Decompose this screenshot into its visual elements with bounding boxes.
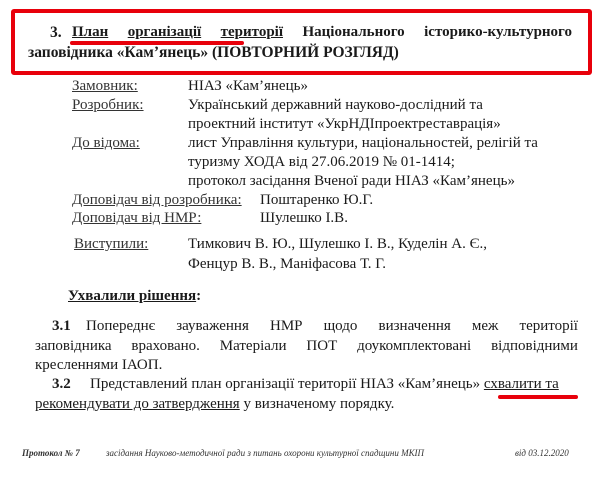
heading-word: організації (127, 24, 202, 40)
item-3-1-line-1 (86, 318, 578, 335)
item-3-2-text: Представлений план організації території НІАЗ «Кам’янець» (90, 376, 481, 392)
notice-value-1: лист Управління культури, національностей, релігій та (188, 135, 538, 151)
footer-protocol: Протокол № 7 (22, 448, 80, 458)
item-3-1-line-2 (35, 338, 578, 355)
speakers-label: Виступили: (74, 236, 149, 252)
word: визначення (378, 318, 451, 334)
speaker-nmr-value: Шулешко І.В. (260, 210, 348, 226)
item-3-2-number: 3.2 (52, 376, 71, 392)
heading-word: території (220, 24, 284, 40)
notice-value-2: туризму ХОДА від 27.06.2019 № 01-1414; (188, 154, 455, 170)
word: ПОТ (306, 338, 338, 354)
decision-heading-text: Ухвалили рішення (68, 288, 197, 304)
decision-heading (68, 288, 201, 305)
word: доукомплектовані (357, 338, 472, 354)
notice-label: До відома: (72, 135, 140, 151)
item-number: 3. (50, 24, 62, 41)
footer-date: від 03.12.2020 (515, 448, 569, 458)
highlight-underline-approve (498, 395, 578, 399)
word: враховано. (131, 338, 200, 354)
heading-word: Національного (302, 24, 405, 40)
speakers-line-1: Тимкович В. Ю., Шулешко І. В., Куделін А. Є., (188, 236, 487, 252)
decision-colon: : (196, 288, 202, 304)
footer-meeting: засідання Науково-методичної ради з питань охорони культурної спадщини МКІП (106, 448, 425, 458)
word: Попереднє (86, 318, 156, 334)
developer-label: Розробник: (72, 97, 144, 113)
approve-phrase-1: схвалити та (483, 376, 559, 392)
notice-value-3: протокол засідання Вченої ради НІАЗ «Кам’янець» (188, 173, 515, 189)
word: НМР (269, 318, 303, 334)
customer-label: Замовник: (72, 78, 138, 94)
item-3-2-tail: у визначеному порядку. (243, 396, 395, 412)
speaker-dev-label: Доповідач від розробника: (72, 192, 242, 208)
customer-value: НІАЗ «Кам’янець» (188, 78, 308, 94)
approve-phrase-2: рекомендувати до затвердження (35, 396, 240, 412)
word: території (519, 318, 578, 334)
word: меж (471, 318, 499, 334)
word: щодо (323, 318, 358, 334)
item-3-1-line-3: кресленнями ІАОП. (35, 357, 163, 373)
speakers-line-2: Фенцур В. В., Маніфасова Т. Г. (188, 256, 386, 272)
speaker-dev-value: Поштаренко Ю.Г. (260, 192, 374, 208)
developer-value-2: проектний інститут «УкрНДІпроектреставрація» (188, 116, 501, 132)
speaker-nmr-label: Доповідач від НМР: (72, 210, 202, 226)
word: Матеріали (219, 338, 287, 354)
word: відповідними (491, 338, 578, 354)
heading-word: історико-культурного (424, 24, 572, 40)
heading-line-2: заповідника «Кам’янець» (ПОВТОРНИЙ РОЗГЛЯД) (28, 44, 399, 61)
item-3-2-line-1 (90, 376, 559, 393)
item-3-1-number: 3.1 (52, 318, 71, 334)
word: заповідника (35, 338, 112, 354)
heading-word: План (72, 24, 109, 40)
developer-value-1: Український державний науково-дослідний та (188, 97, 483, 113)
heading-line-1 (72, 24, 572, 41)
item-3-2-line-2 (35, 396, 394, 413)
word: зауваження (176, 318, 249, 334)
